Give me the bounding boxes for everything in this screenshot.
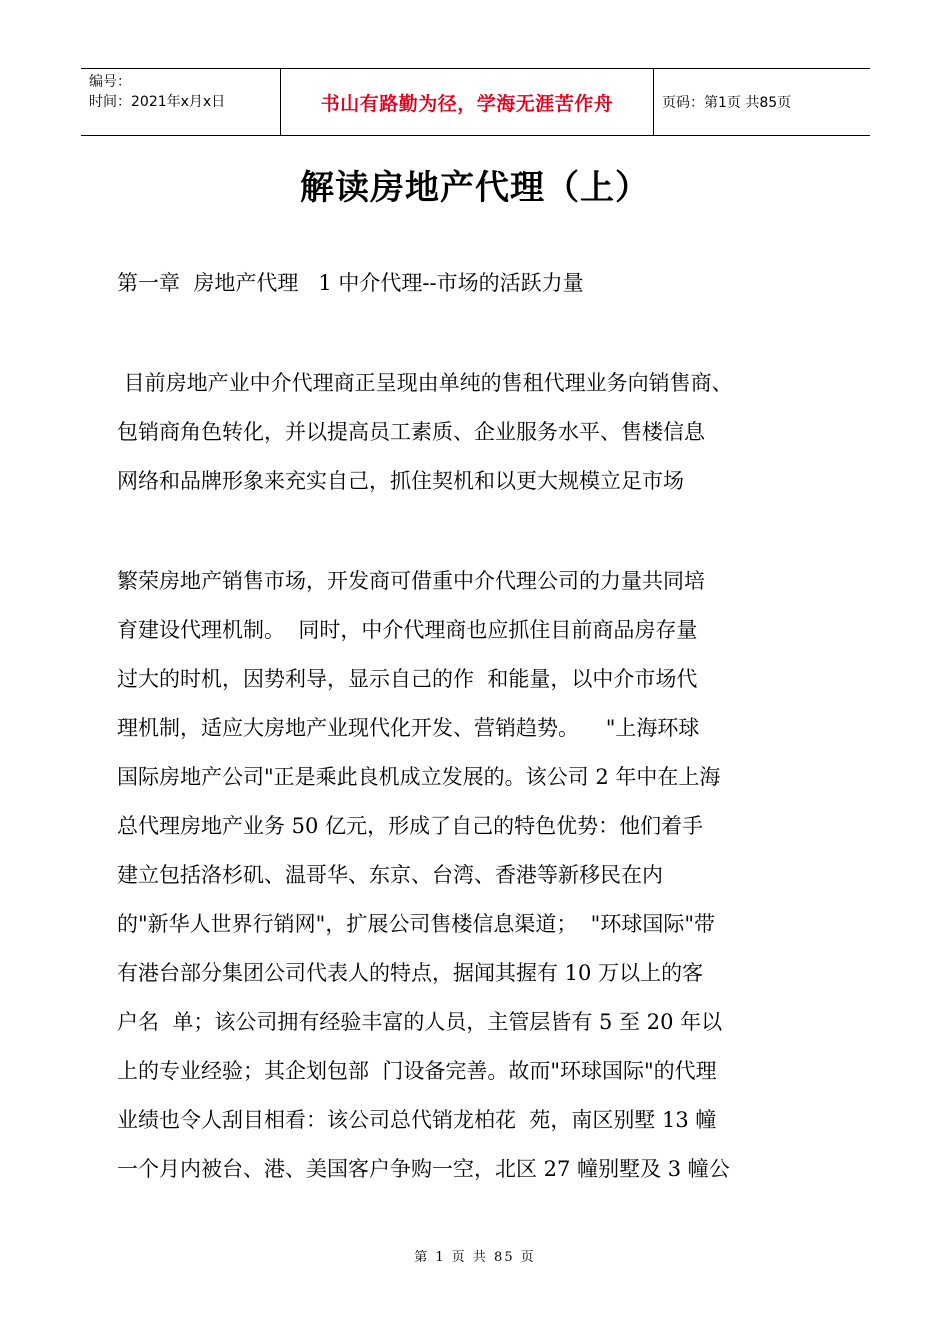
text-line: 上的专业经验；其企划包部 门设备完善。故而"环球国际"的代理 [117, 1059, 717, 1083]
document-title: 解读房地产代理（上） [300, 168, 650, 208]
paragraph-body [117, 557, 847, 1194]
document-time-label: 时间：2021年x月x日 [89, 94, 226, 110]
text-line: 建立包括洛杉矶、温哥华、东京、台湾、香港等新移民在内 [117, 863, 663, 887]
page-footer: 第 1 页 共 85 页 [414, 1250, 536, 1265]
text-line: 业绩也令人刮目相看：该公司总代销龙柏花 苑，南区别墅 13 幢 [117, 1108, 717, 1132]
text-line: 过大的时机，因势利导，显示自己的作 和能量，以中介市场代 [117, 667, 698, 691]
document-number-label: 编号： [89, 74, 131, 90]
chapter-heading: 第一章 房地产代理 1 中介代理--市场的活跃力量 [117, 271, 584, 295]
document-header-table [81, 68, 870, 136]
text-line: 包销商角色转化，并以提高员工素质、企业服务水平、售楼信息 [117, 420, 705, 444]
text-line: 育建设代理机制。 同时，中介代理商也应抓住目前商品房存量 [117, 618, 698, 642]
text-line: 有港台部分集团公司代表人的特点，据闻其握有 10 万以上的客 [117, 961, 704, 985]
text-line: 国际房地产公司"正是乘此良机成立发展的。该公司 2 年中在上海 [117, 765, 721, 789]
text-line: 目前房地产业中介代理商正呈现由单纯的售租代理业务向销售商、 [117, 371, 733, 395]
paragraph-intro [117, 359, 847, 506]
text-line: 繁荣房地产销售市场，开发商可借重中介代理公司的力量共同培 [117, 569, 705, 593]
header-info-cell [81, 69, 281, 135]
text-line: 的"新华人世界行销网"，扩展公司售楼信息渠道； "环球国际"带 [117, 912, 715, 936]
text-line: 户名 单；该公司拥有经验丰富的人员，主管层皆有 5 至 20 年以 [117, 1010, 723, 1034]
text-line: 一个月内被台、港、美国客户争购一空，北区 27 幢别墅及 3 幢公 [117, 1157, 730, 1181]
text-line: 理机制，适应大房地产业现代化开发、营销趋势。 "上海环球 [117, 716, 700, 740]
header-motto: 书山有路勤为径，学海无涯苦作舟 [281, 69, 654, 135]
text-line: 总代理房地产业务 50 亿元，形成了自己的特色优势：他们着手 [117, 814, 704, 838]
header-page-code: 页码：第1页 共85页 [662, 95, 792, 111]
text-line: 网络和品牌形象来充实自己，抓住契机和以更大规模立足市场 [117, 469, 684, 493]
